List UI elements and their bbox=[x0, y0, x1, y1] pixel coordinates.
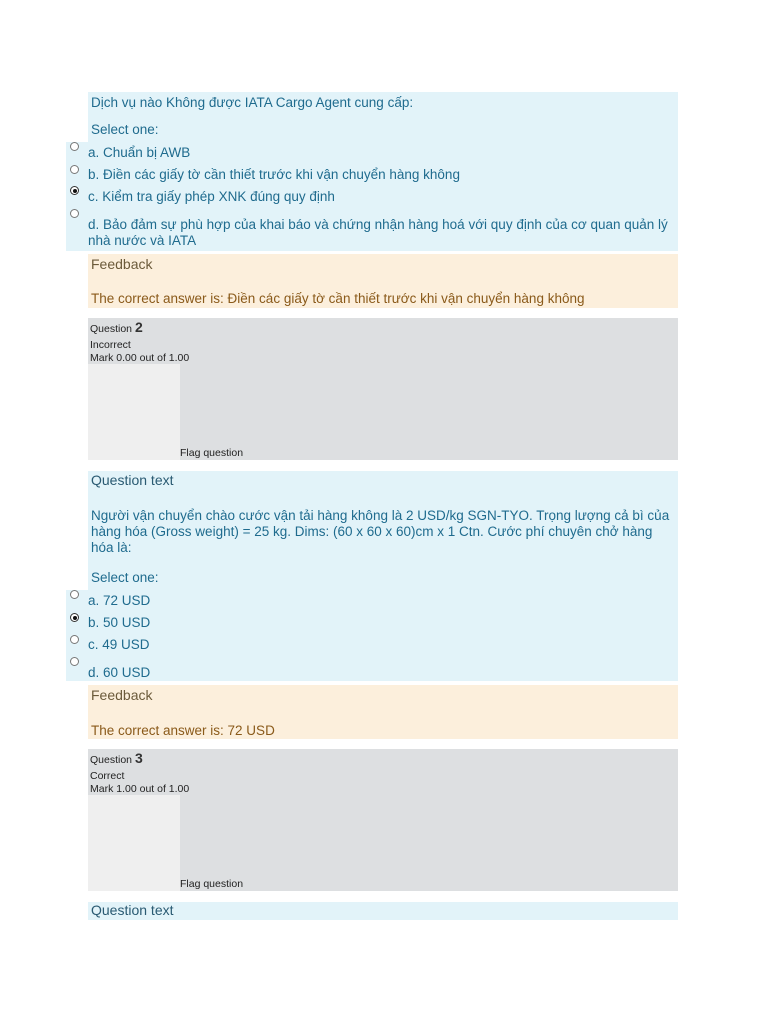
q2-option-d-radio[interactable] bbox=[70, 657, 79, 666]
q2-mark: Mark 0.00 out of 1.00 bbox=[90, 352, 190, 364]
q1-option-c-radio[interactable] bbox=[70, 186, 79, 195]
q2-select-one: Select one: bbox=[91, 570, 159, 585]
q2-options-strip bbox=[66, 590, 90, 681]
q1-option-c-label[interactable]: c. Kiểm tra giấy phép XNK đúng quy định bbox=[88, 189, 335, 204]
q3-mark: Mark 1.00 out of 1.00 bbox=[90, 783, 190, 795]
q2-option-a-label[interactable]: a. 72 USD bbox=[88, 593, 151, 608]
q2-heading: Question text bbox=[91, 472, 174, 488]
q3-text-panel bbox=[88, 902, 678, 920]
q2-prompt: Người vận chuyển chào cước vận tải hàng không là 2 USD/kg SGN-TYO. Trọng lượng cả bì của hàng hóa (Gross weight) = 25 kg. Dims: (60 x 60 x 60)cm x 1 Ctn. Cước phí chuyên chở hàng hóa là: bbox=[91, 508, 670, 555]
q3-flag-question-link[interactable]: Flag question bbox=[180, 878, 244, 890]
q2-flag-area bbox=[88, 364, 180, 460]
q2-text-panel bbox=[88, 471, 678, 681]
q1-select-one: Select one: bbox=[91, 122, 159, 137]
q1-option-b-radio[interactable] bbox=[70, 165, 79, 174]
q1-option-a-label[interactable]: a. Chuẩn bị AWB bbox=[88, 145, 191, 160]
q2-option-c-label[interactable]: c. 49 USD bbox=[88, 637, 150, 652]
q2-option-c-radio[interactable] bbox=[70, 635, 79, 644]
q1-option-b-label[interactable]: b. Điền các giấy tờ cần thiết trước khi vận chuyển hàng không bbox=[88, 167, 460, 182]
q2-question-number: 2 bbox=[134, 319, 143, 335]
q1-feedback-title: Feedback bbox=[91, 256, 153, 272]
q3-question-label bbox=[90, 752, 143, 767]
q2-state: Incorrect bbox=[90, 339, 131, 351]
q1-option-a-radio[interactable] bbox=[70, 142, 79, 151]
q1-prompt: Dịch vụ nào Không được IATA Cargo Agent cung cấp: bbox=[91, 95, 414, 110]
q3-question-word: Question bbox=[90, 754, 133, 766]
q2-feedback-title: Feedback bbox=[91, 687, 153, 703]
q1-option-d-radio[interactable] bbox=[70, 209, 79, 218]
q2-correct-answer: The correct answer is: 72 USD bbox=[91, 723, 275, 738]
q1-option-d-label[interactable]: d. Bảo đảm sự phù hợp của khai báo và chứng nhận hàng hoá với quy định của cơ quan quản lý nhà nước và IATA bbox=[88, 217, 668, 248]
q3-state: Correct bbox=[90, 770, 125, 782]
q2-question-word: Question bbox=[90, 323, 133, 335]
q2-flag-question-link[interactable]: Flag question bbox=[180, 447, 244, 459]
q2-question-label bbox=[90, 321, 143, 336]
q3-flag-area bbox=[88, 795, 180, 891]
q1-options-strip bbox=[66, 142, 90, 251]
q3-heading: Question text bbox=[91, 902, 174, 918]
q2-option-d-label[interactable]: d. 60 USD bbox=[88, 665, 151, 680]
q2-option-b-label[interactable]: b. 50 USD bbox=[88, 615, 151, 630]
q3-question-number: 3 bbox=[134, 750, 143, 766]
q2-option-a-radio[interactable] bbox=[70, 590, 79, 599]
q1-correct-answer: The correct answer is: Điền các giấy tờ cần thiết trước khi vận chuyển hàng không bbox=[91, 291, 585, 306]
q2-option-b-radio[interactable] bbox=[70, 613, 79, 622]
